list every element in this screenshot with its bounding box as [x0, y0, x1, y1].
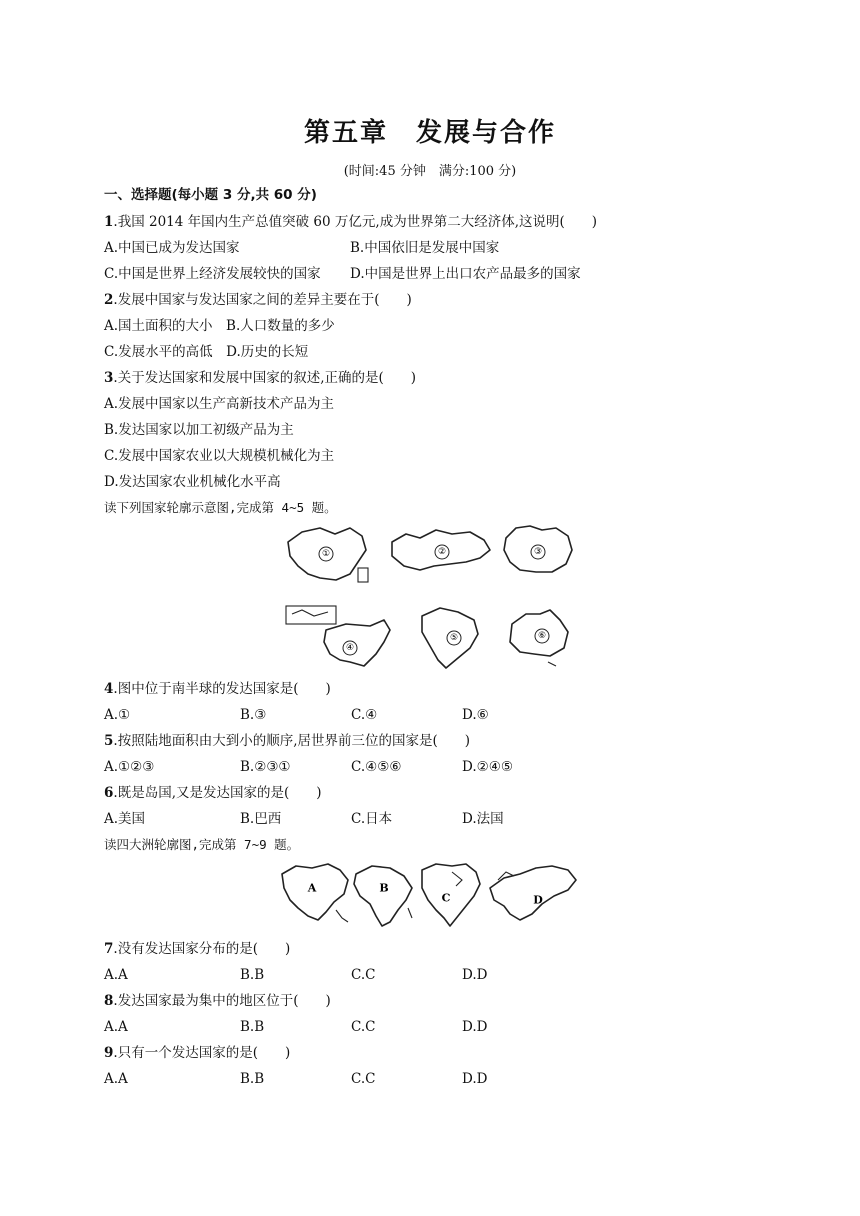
option-c: C.中国是世界上经济发展较快的国家	[104, 266, 321, 282]
question-text: .只有一个发达国家的是( )	[113, 1045, 291, 1061]
question-number: 4	[104, 681, 114, 697]
page-title: 第五章 发展与合作	[303, 118, 556, 148]
option-c: C.C	[351, 1071, 376, 1087]
question-number: 8	[104, 993, 114, 1009]
map-label-6: ⑥	[537, 631, 547, 641]
question-text: .关于发达国家和发展中国家的叙述,正确的是( )	[113, 370, 417, 386]
continent-label-c: C	[441, 891, 451, 905]
option-a: A.A	[104, 1019, 128, 1035]
question-number: 2	[104, 292, 114, 308]
question-7	[104, 940, 290, 958]
question-text: .没有发达国家分布的是( )	[113, 941, 291, 957]
option-c: C.日本	[351, 811, 393, 827]
option-b: B.B	[240, 1071, 265, 1087]
continent-outline-c	[422, 864, 480, 926]
option-a: A.中国已成为发达国家	[104, 240, 240, 256]
question-6	[104, 784, 322, 802]
question-9	[104, 1044, 290, 1062]
continent-label-a: A	[307, 881, 317, 895]
option-d: D.中国是世界上出口农产品最多的国家	[350, 266, 581, 282]
option-b: B.③	[240, 707, 267, 723]
option-a: A.①②③	[104, 759, 155, 775]
option-d: D.D	[462, 1071, 488, 1087]
option-c: C.④	[351, 707, 378, 723]
map-label-1: ①	[321, 549, 331, 559]
reading-instruction: 读四大洲轮廓图,完成第 7~9 题。	[104, 837, 300, 852]
continent-label-d: D	[533, 893, 543, 907]
option-b: B.B	[240, 1019, 265, 1035]
country-outline-4	[324, 620, 390, 666]
option-b: B.中国依旧是发展中国家	[350, 240, 500, 256]
continent-outline-b	[354, 866, 412, 926]
option-row: C.发展水平的高低 D.历史的长短	[104, 344, 309, 360]
option-d: D.②④⑤	[462, 759, 513, 775]
option-d: D.发达国家农业机械化水平高	[104, 474, 281, 490]
option-b: B.巴西	[240, 811, 282, 827]
continent-label-b: B	[379, 881, 389, 895]
continent-outline-figure	[276, 860, 582, 932]
question-text: .我国 2014 年国内生产总值突破 60 万亿元,成为世界第二大经济体,这说明( )	[113, 214, 598, 230]
question-5	[104, 732, 470, 750]
question-text: .按照陆地面积由大到小的顺序,居世界前三位的国家是( )	[113, 733, 471, 749]
option-a: A.A	[104, 1071, 128, 1087]
question-number: 1	[104, 214, 114, 230]
option-a: A.美国	[104, 811, 146, 827]
question-text: .发展中国家与发达国家之间的差异主要在于( )	[113, 292, 412, 308]
question-text: .图中位于南半球的发达国家是( )	[113, 681, 331, 697]
option-a: A.A	[104, 967, 128, 983]
question-number: 3	[104, 370, 114, 386]
country-outline-figure	[280, 520, 580, 675]
page-subtitle: (时间:45 分钟 满分:100 分)	[343, 164, 517, 179]
question-4	[104, 680, 331, 698]
map-label-5: ⑤	[449, 633, 459, 643]
question-1	[104, 213, 597, 231]
option-d: D.D	[462, 967, 488, 983]
option-c: C.C	[351, 967, 376, 983]
question-number: 6	[104, 785, 114, 801]
option-d: D.⑥	[462, 707, 489, 723]
option-d: D.法国	[462, 811, 504, 827]
option-row: A.国土面积的大小 B.人口数量的多少	[104, 318, 335, 334]
option-b: B.B	[240, 967, 265, 983]
question-number: 7	[104, 941, 114, 957]
option-c: C.④⑤⑥	[351, 759, 402, 775]
question-3	[104, 369, 416, 387]
question-number: 9	[104, 1045, 114, 1061]
option-c: C.发展中国家农业以大规模机械化为主	[104, 448, 335, 464]
map-label-4: ④	[345, 643, 355, 653]
option-b: B.②③①	[240, 759, 291, 775]
section-heading: 一、选择题(每小题 3 分,共 60 分)	[104, 187, 317, 203]
map-label-2: ②	[437, 547, 447, 557]
option-b: B.发达国家以加工初级产品为主	[104, 422, 294, 438]
option-c: C.C	[351, 1019, 376, 1035]
reading-instruction: 读下列国家轮廓示意图,完成第 4~5 题。	[104, 500, 337, 515]
question-number: 5	[104, 733, 114, 749]
option-a: A.发展中国家以生产高新技术产品为主	[104, 396, 335, 412]
question-text: .既是岛国,又是发达国家的是( )	[113, 785, 322, 801]
question-text: .发达国家最为集中的地区位于( )	[113, 993, 331, 1009]
option-a: A.①	[104, 707, 131, 723]
option-d: D.D	[462, 1019, 488, 1035]
question-2	[104, 291, 412, 309]
question-8	[104, 992, 331, 1010]
map-label-3: ③	[533, 547, 543, 557]
